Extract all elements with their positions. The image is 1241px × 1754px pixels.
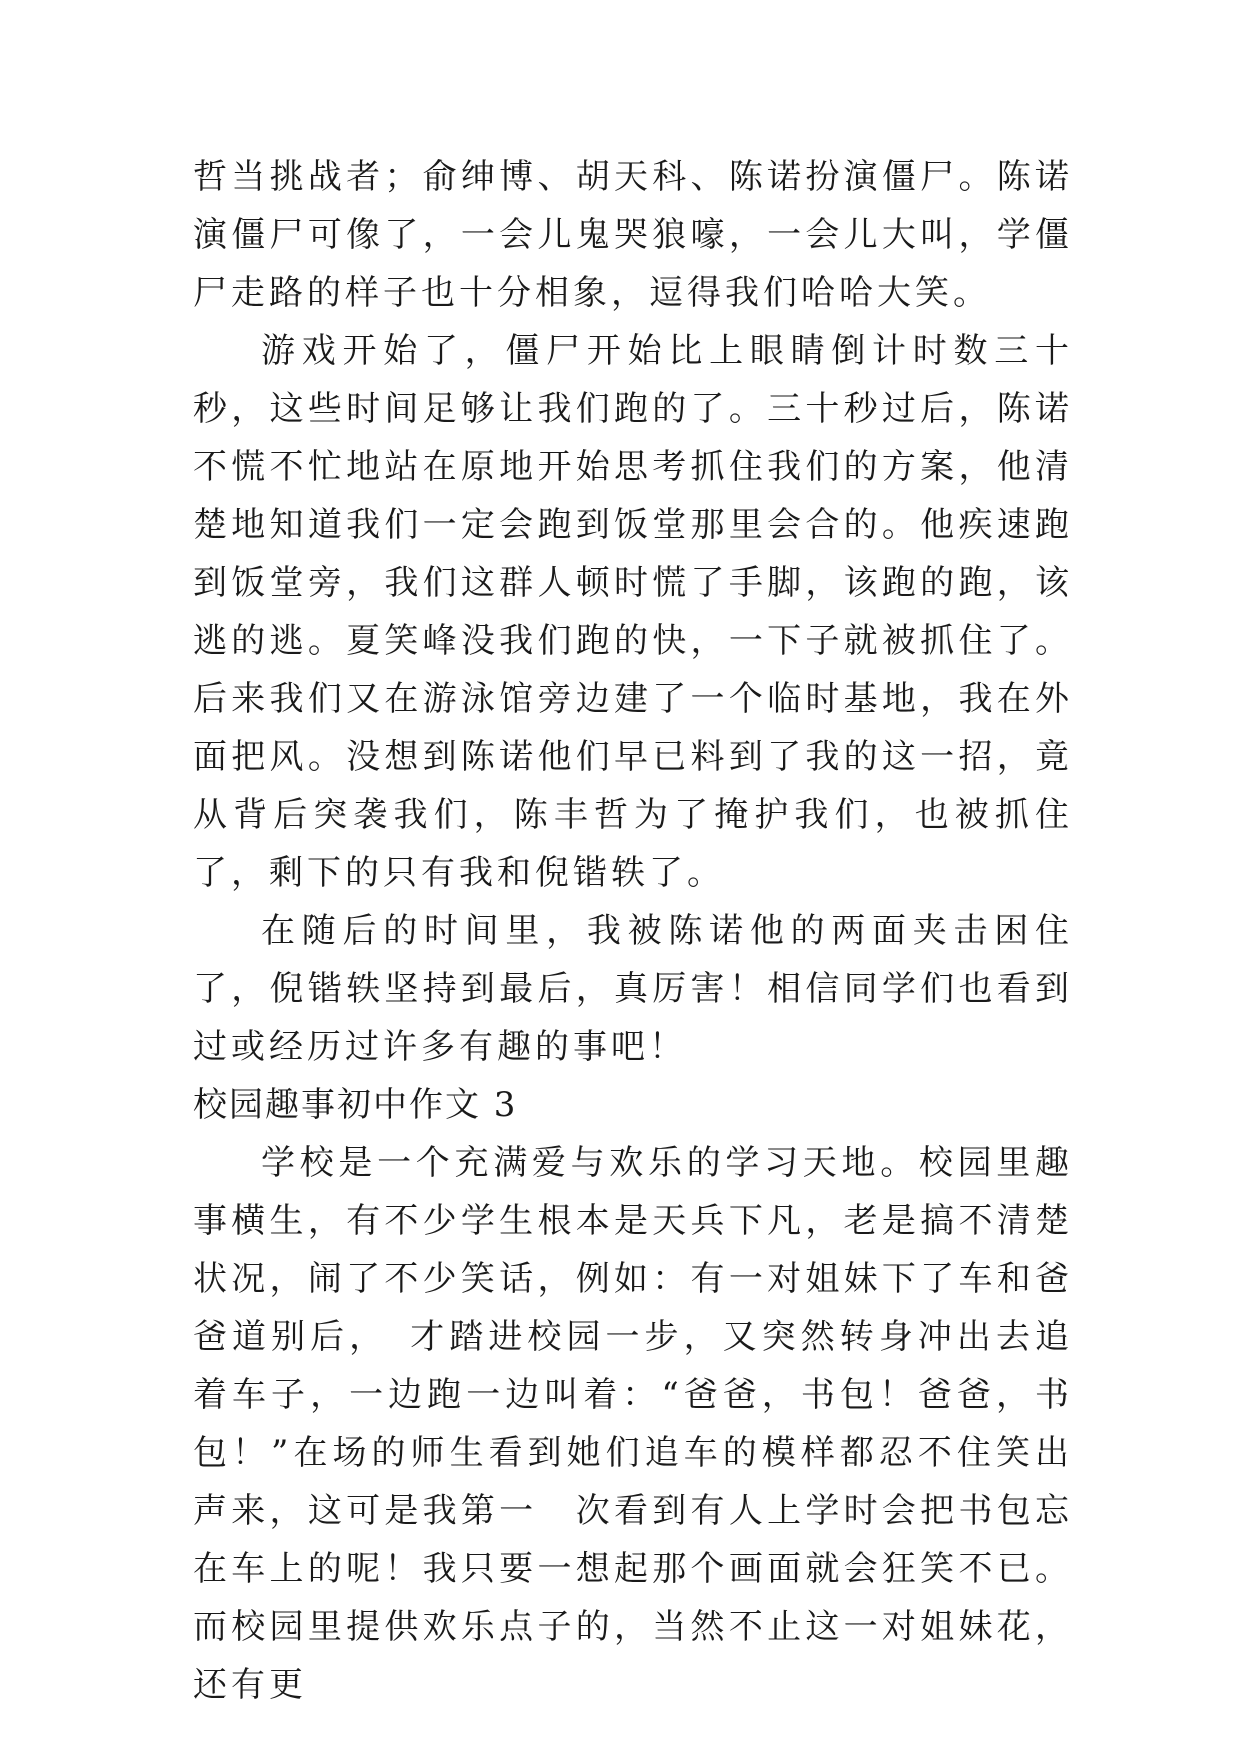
paragraph-game-start: 游戏开始了，僵尸开始比上眼睛倒计时数三十秒，这些时间足够让我们跑的了。三十秒过后，陈诺不慌不忙地站在原地开始思考抓住我们的方案，他清楚地知道我们一定会跑到饭堂那里会合的。他疾速跑到饭堂旁，我们这群人顿时慌了手脚，该跑的跑，该逃的逃。夏笑峰没我们跑的快，一下子就被抓住了。后来我们又在游泳馆旁边建了一个临时基地，我在外面把风。没想到陈诺他们早已料到了我的这一招，竟从背后突袭我们，陈丰哲为了掩护我们，也被抓住了，剩下的只有我和倪锴轶了。 — [193, 331, 1073, 893]
paragraph-game-end: 在随后的时间里，我被陈诺他的两面夹击困住了，倪锴轶坚持到最后，真厉害！相信同学们也看到过或经历过许多有趣的事吧！ — [193, 911, 1073, 1067]
document-body — [193, 148, 1073, 1714]
section-title: 校园趣事初中作文 3 — [193, 1085, 518, 1125]
paragraph-essay-3: 学校是一个充满爱与欢乐的学习天地。校园里趣事横生，有不少学生根本是天兵下凡，老是搞不清楚状况，闹了不少笑话，例如：有一对姐妹下了车和爸爸道别后， 才踏进校园一步，又突然转身冲出去追着车子，一边跑一边叫着：“爸爸，书包！爸爸，书包！”在场的师生看到她们追车的模样都忍不住笑出声来，这可是我第一 次看到有人上学时会把书包忘在车上的呢！我只要一想起那个画面就会狂笑不已。而校园里提供欢乐点子的，当然不止这一对姐妹花，还有更 — [193, 1143, 1073, 1705]
paragraph-continuation: 哲当挑战者；俞绅博、胡天科、陈诺扮演僵尸。陈诺演僵尸可像了，一会儿鬼哭狼嚎，一会儿大叫，学僵尸走路的样子也十分相象，逗得我们哈哈大笑。 — [193, 157, 1073, 313]
